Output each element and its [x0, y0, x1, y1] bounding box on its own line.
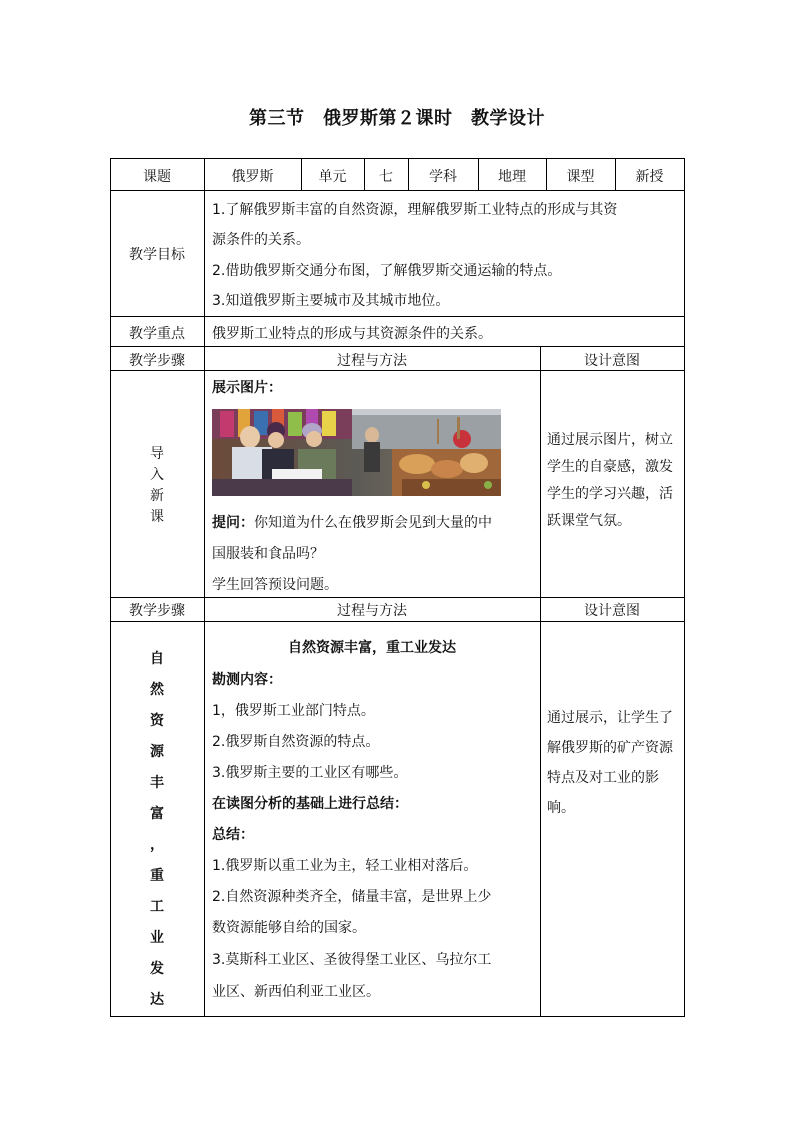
page-title: 第三节 俄罗斯第２课时 教学设计: [249, 108, 545, 129]
goals-label: 教学目标: [129, 247, 185, 263]
subject-label: 学科: [429, 169, 457, 185]
goal-line-3: 3.知道俄罗斯主要城市及其城市地位。: [212, 293, 450, 309]
question-line-1: [212, 512, 492, 532]
intent-header-2: 设计意图: [584, 603, 640, 619]
section2-char: 业: [150, 930, 164, 946]
intro-char: 课: [150, 509, 164, 525]
section2-char: 源: [150, 744, 164, 760]
focus-text: 俄罗斯工业特点的形成与其资源条件的关系。: [212, 326, 492, 342]
answer-line: 学生回答预设问题。: [212, 577, 338, 593]
focus-label: 教学重点: [129, 326, 185, 342]
unit-value: 七: [379, 169, 393, 185]
method-header-2: 过程与方法: [337, 603, 407, 619]
steps-header-label-1: 教学步骤: [129, 353, 185, 369]
summary-2b: 数资源能够自给的国家。: [212, 920, 366, 936]
summary-3a: 3.莫斯科工业区、圣彼得堡工业区、乌拉尔工: [212, 952, 492, 968]
type-value: 新授: [635, 169, 664, 185]
summary-label: 总结：: [212, 827, 254, 843]
summary-3b: 业区、新西伯利亚工业区。: [212, 984, 380, 1000]
section2-char: 自: [150, 651, 164, 667]
section2-heading: 自然资源丰富，重工业发达: [288, 640, 456, 656]
type-label: 课型: [566, 169, 595, 185]
explore-q3: 3.俄罗斯主要的工业区有哪些。: [212, 765, 408, 781]
section2-char: 工: [150, 899, 164, 915]
goal-line-2: 2.借助俄罗斯交通分布图，了解俄罗斯交通运输的特点。: [212, 263, 562, 279]
unit-label: 单元: [318, 169, 347, 185]
goal-line-1a: 1.了解俄罗斯丰富的自然资源，理解俄罗斯工业特点的形成与其资: [212, 202, 618, 218]
market-photo: [212, 409, 501, 496]
intro-char: 导: [150, 446, 164, 462]
topic-label: 课题: [143, 169, 171, 185]
question-text-1: 你知道为什么在俄罗斯会见到大量的中: [254, 515, 492, 531]
section2-char: 发: [150, 961, 164, 977]
section2-char: 达: [150, 992, 164, 1008]
section2-char: ，: [150, 837, 164, 853]
subject-value: 地理: [498, 169, 526, 185]
summary-1: 1.俄罗斯以重工业为主，轻工业相对落后。: [212, 858, 478, 874]
topic-value: 俄罗斯: [231, 169, 274, 185]
section2-char: 重: [150, 868, 164, 884]
intro-char: 入: [150, 467, 164, 483]
section2-char: 丰: [150, 775, 164, 791]
analysis-label: 在读图分析的基础上进行总结：: [212, 796, 408, 812]
method-header-1: 过程与方法: [337, 353, 407, 369]
section2-intent: 通过展示，让学生了解俄罗斯的矿产资源特点及对工业的影响。: [547, 710, 673, 816]
question-line-2: 国服装和食品吗？: [212, 546, 324, 562]
explore-q2: 2.俄罗斯自然资源的特点。: [212, 734, 380, 750]
explore-label: 勘测内容：: [212, 672, 282, 688]
question-label: 提问：: [212, 515, 254, 531]
intro-intent: 通过展示图片，树立学生的自豪感，激发学生的学习兴趣，活跃课堂气氛。: [547, 432, 673, 529]
section2-char: 富: [150, 806, 164, 822]
show-picture-label: 展示图片：: [212, 380, 282, 396]
section2-char: 资: [150, 713, 164, 729]
summary-2a: 2.自然资源种类齐全，储量丰富，是世界上少: [212, 889, 492, 905]
steps-header-label-2: 教学步骤: [129, 603, 185, 619]
section2-char: 然: [150, 682, 164, 698]
explore-q1: 1，俄罗斯工业部门特点。: [212, 703, 375, 719]
goal-line-1b: 源条件的关系。: [212, 232, 310, 248]
intent-header-1: 设计意图: [584, 353, 640, 369]
intro-char: 新: [150, 488, 164, 504]
